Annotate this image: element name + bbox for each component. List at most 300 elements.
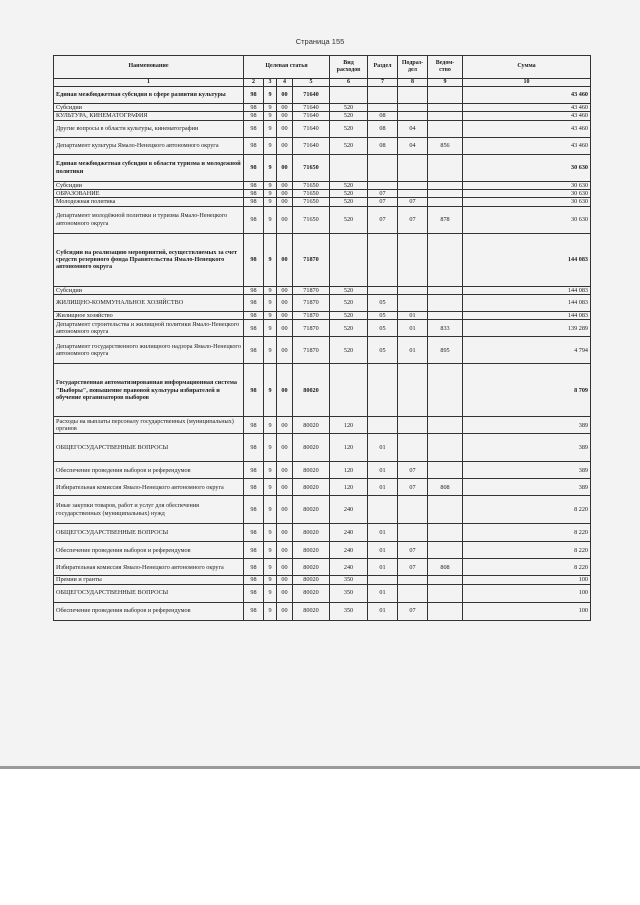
cell-name: Иные закупки товаров, работ и услуг для обеспечения государственных (муниципальных) нужд	[54, 496, 244, 524]
cell-section: 07	[368, 206, 398, 233]
cell-section: 07	[368, 190, 398, 198]
table-row	[54, 320, 591, 337]
cell-code-a: 98	[244, 320, 264, 337]
cell-code-a: 98	[244, 559, 264, 576]
cell-sum: 30 630	[463, 206, 591, 233]
cell-code-c: 00	[277, 120, 293, 137]
cell-code-c: 00	[277, 542, 293, 559]
cell-code-b: 9	[264, 112, 277, 120]
cell-code-b: 9	[264, 576, 277, 584]
table-row	[54, 434, 591, 462]
cell-name: Единая межбюджетная субсидия в сфере развития культуры	[54, 87, 244, 104]
cell-code-d: 71640	[293, 87, 330, 104]
cell-code-b: 9	[264, 524, 277, 542]
cell-code-b: 9	[264, 602, 277, 620]
cell-code-a: 98	[244, 434, 264, 462]
cell-section: 01	[368, 542, 398, 559]
header-subsection: Подраз-дел	[398, 56, 428, 79]
cell-code-b: 9	[264, 496, 277, 524]
cell-department	[428, 120, 463, 137]
cell-name: Государственная автоматизированная информационная система "Выборы", повышение правовой культуры избирателей и обучение организаторов выборов	[54, 364, 244, 417]
cell-code-b: 9	[264, 206, 277, 233]
cell-code-b: 9	[264, 559, 277, 576]
cell-code-c: 00	[277, 462, 293, 479]
cell-name: Избирательная комиссия Ямало-Ненецкого автономного округа	[54, 559, 244, 576]
cell-sum: 144 083	[463, 294, 591, 311]
cell-subsection	[398, 181, 428, 189]
cell-code-b: 9	[264, 154, 277, 181]
cell-sum: 389	[463, 434, 591, 462]
cell-code-a: 98	[244, 112, 264, 120]
cell-subsection	[398, 286, 428, 294]
cell-code-d: 80020	[293, 576, 330, 584]
cell-code-c: 00	[277, 364, 293, 417]
column-number-row	[54, 79, 591, 87]
cell-expense-type: 120	[330, 462, 368, 479]
page-edge-shadow	[0, 766, 640, 769]
cell-code-b: 9	[264, 584, 277, 602]
cell-department: 878	[428, 206, 463, 233]
cell-name: Молодежная политика	[54, 198, 244, 206]
cell-section	[368, 181, 398, 189]
cell-sum: 144 083	[463, 233, 591, 286]
cell-subsection	[398, 417, 428, 434]
col-num: 10	[463, 79, 591, 87]
cell-code-c: 00	[277, 337, 293, 364]
cell-expense-type: 520	[330, 206, 368, 233]
cell-code-c: 00	[277, 524, 293, 542]
cell-code-c: 00	[277, 198, 293, 206]
cell-sum: 43 460	[463, 104, 591, 112]
cell-section: 05	[368, 294, 398, 311]
cell-expense-type: 520	[330, 112, 368, 120]
cell-code-d: 71870	[293, 320, 330, 337]
cell-code-d: 80020	[293, 364, 330, 417]
cell-section: 01	[368, 462, 398, 479]
cell-sum: 100	[463, 576, 591, 584]
cell-expense-type: 120	[330, 434, 368, 462]
cell-code-d: 80020	[293, 584, 330, 602]
cell-department	[428, 233, 463, 286]
cell-sum: 389	[463, 479, 591, 496]
cell-expense-type: 520	[330, 320, 368, 337]
cell-department	[428, 198, 463, 206]
cell-code-a: 98	[244, 364, 264, 417]
cell-code-b: 9	[264, 311, 277, 319]
cell-name: Обеспечение проведения выборов и референдумов	[54, 542, 244, 559]
cell-subsection: 01	[398, 320, 428, 337]
cell-code-c: 00	[277, 181, 293, 189]
cell-sum: 100	[463, 602, 591, 620]
col-num: 7	[368, 79, 398, 87]
cell-code-d: 71870	[293, 294, 330, 311]
table-row	[54, 417, 591, 434]
cell-code-b: 9	[264, 364, 277, 417]
cell-section: 08	[368, 112, 398, 120]
cell-expense-type: 520	[330, 337, 368, 364]
cell-section: 08	[368, 120, 398, 137]
table-row	[54, 233, 591, 286]
cell-code-a: 98	[244, 294, 264, 311]
cell-code-a: 98	[244, 190, 264, 198]
cell-code-c: 00	[277, 479, 293, 496]
cell-code-a: 98	[244, 206, 264, 233]
cell-code-b: 9	[264, 320, 277, 337]
cell-name: Субсидии на реализацию мероприятий, осуществляемых за счет средств резервного фонда Правительства Ямало-Ненецкого автономного округа	[54, 233, 244, 286]
cell-code-b: 9	[264, 294, 277, 311]
cell-sum: 4 794	[463, 337, 591, 364]
cell-name: ОБЩЕГОСУДАРСТВЕННЫЕ ВОПРОСЫ	[54, 584, 244, 602]
cell-code-c: 00	[277, 584, 293, 602]
cell-sum: 43 460	[463, 137, 591, 154]
cell-department	[428, 286, 463, 294]
cell-department	[428, 181, 463, 189]
cell-subsection	[398, 154, 428, 181]
cell-section: 01	[368, 524, 398, 542]
cell-code-c: 00	[277, 206, 293, 233]
cell-code-a: 98	[244, 542, 264, 559]
cell-code-d: 71640	[293, 104, 330, 112]
cell-code-c: 00	[277, 233, 293, 286]
cell-code-a: 98	[244, 602, 264, 620]
cell-subsection: 07	[398, 198, 428, 206]
table-row	[54, 479, 591, 496]
cell-code-c: 00	[277, 112, 293, 120]
cell-department	[428, 584, 463, 602]
cell-section: 05	[368, 311, 398, 319]
table-row	[54, 542, 591, 559]
cell-expense-type: 520	[330, 198, 368, 206]
cell-sum: 389	[463, 462, 591, 479]
cell-code-a: 98	[244, 104, 264, 112]
cell-name: Субсидии	[54, 181, 244, 189]
cell-department	[428, 417, 463, 434]
cell-department: 808	[428, 559, 463, 576]
col-num: 2	[244, 79, 264, 87]
cell-sum: 144 083	[463, 311, 591, 319]
cell-sum: 30 630	[463, 190, 591, 198]
cell-subsection: 04	[398, 120, 428, 137]
cell-code-a: 98	[244, 87, 264, 104]
table-row	[54, 154, 591, 181]
cell-expense-type	[330, 233, 368, 286]
cell-code-d: 71640	[293, 112, 330, 120]
cell-code-b: 9	[264, 137, 277, 154]
cell-sum: 100	[463, 584, 591, 602]
header-sum: Сумма	[463, 56, 591, 79]
col-num: 6	[330, 79, 368, 87]
table-row	[54, 337, 591, 364]
cell-expense-type: 240	[330, 542, 368, 559]
cell-name: Департамент государственного жилищного надзора Ямало-Ненецкого автономного округа	[54, 337, 244, 364]
cell-section	[368, 154, 398, 181]
table-row	[54, 112, 591, 120]
cell-expense-type: 520	[330, 286, 368, 294]
cell-department: 856	[428, 137, 463, 154]
cell-code-c: 00	[277, 576, 293, 584]
cell-code-c: 00	[277, 87, 293, 104]
cell-subsection: 01	[398, 311, 428, 319]
table-row	[54, 104, 591, 112]
cell-department	[428, 294, 463, 311]
cell-name: Обеспечение проведения выборов и референдумов	[54, 602, 244, 620]
cell-code-d: 80020	[293, 479, 330, 496]
cell-subsection	[398, 87, 428, 104]
cell-code-c: 00	[277, 559, 293, 576]
page-number: Страница 155	[295, 37, 345, 46]
cell-code-d: 71870	[293, 337, 330, 364]
table-row	[54, 576, 591, 584]
cell-section	[368, 364, 398, 417]
cell-name: Премии и гранты	[54, 576, 244, 584]
cell-code-b: 9	[264, 337, 277, 364]
header-name: Наименование	[54, 56, 244, 79]
cell-section: 01	[368, 584, 398, 602]
cell-department	[428, 576, 463, 584]
table-row	[54, 294, 591, 311]
cell-expense-type: 120	[330, 479, 368, 496]
cell-subsection: 04	[398, 137, 428, 154]
cell-code-b: 9	[264, 286, 277, 294]
cell-expense-type: 520	[330, 137, 368, 154]
cell-sum: 43 460	[463, 112, 591, 120]
cell-section: 01	[368, 559, 398, 576]
cell-code-d: 80020	[293, 524, 330, 542]
table-row	[54, 181, 591, 189]
cell-expense-type: 520	[330, 311, 368, 319]
table-row	[54, 198, 591, 206]
cell-code-a: 98	[244, 524, 264, 542]
cell-name: Расходы на выплаты персоналу государственных (муниципальных) органов	[54, 417, 244, 434]
cell-code-b: 9	[264, 87, 277, 104]
cell-code-b: 9	[264, 198, 277, 206]
cell-code-b: 9	[264, 190, 277, 198]
cell-code-d: 71650	[293, 206, 330, 233]
cell-code-d: 80020	[293, 602, 330, 620]
cell-department: 808	[428, 479, 463, 496]
cell-sum: 8 220	[463, 496, 591, 524]
cell-name: Другие вопросы в области культуры, кинематографии	[54, 120, 244, 137]
cell-name: Обеспечение проведения выборов и референдумов	[54, 462, 244, 479]
cell-expense-type: 350	[330, 602, 368, 620]
cell-code-c: 00	[277, 286, 293, 294]
table-body	[54, 56, 591, 621]
cell-code-a: 98	[244, 584, 264, 602]
cell-code-b: 9	[264, 120, 277, 137]
cell-section: 01	[368, 602, 398, 620]
cell-code-d: 71870	[293, 233, 330, 286]
cell-expense-type: 240	[330, 524, 368, 542]
cell-sum: 8 220	[463, 559, 591, 576]
cell-code-b: 9	[264, 479, 277, 496]
cell-code-d: 80020	[293, 417, 330, 434]
table-row	[54, 87, 591, 104]
cell-code-a: 98	[244, 120, 264, 137]
cell-code-d: 80020	[293, 559, 330, 576]
cell-section	[368, 417, 398, 434]
cell-name: КУЛЬТУРА, КИНЕМАТОГРАФИЯ	[54, 112, 244, 120]
cell-subsection	[398, 294, 428, 311]
cell-name: Жилищное хозяйство	[54, 311, 244, 319]
cell-department	[428, 496, 463, 524]
table-row	[54, 462, 591, 479]
cell-name: Субсидии	[54, 104, 244, 112]
cell-name: Субсидии	[54, 286, 244, 294]
table-row	[54, 559, 591, 576]
cell-subsection	[398, 112, 428, 120]
cell-section: 05	[368, 337, 398, 364]
cell-code-c: 00	[277, 434, 293, 462]
cell-subsection	[398, 584, 428, 602]
cell-code-d: 80020	[293, 496, 330, 524]
cell-subsection	[398, 104, 428, 112]
cell-subsection	[398, 524, 428, 542]
cell-section: 01	[368, 434, 398, 462]
cell-code-d: 71650	[293, 181, 330, 189]
cell-code-a: 98	[244, 576, 264, 584]
cell-sum: 30 630	[463, 198, 591, 206]
cell-subsection	[398, 434, 428, 462]
cell-subsection: 07	[398, 206, 428, 233]
header-target-article: Целевая статья	[244, 56, 330, 79]
cell-code-b: 9	[264, 181, 277, 189]
cell-section: 08	[368, 137, 398, 154]
cell-code-d: 71870	[293, 286, 330, 294]
cell-subsection: 07	[398, 542, 428, 559]
cell-expense-type: 520	[330, 190, 368, 198]
cell-department: 895	[428, 337, 463, 364]
budget-table	[53, 55, 591, 621]
cell-expense-type: 350	[330, 576, 368, 584]
cell-name: Избирательная комиссия Ямало-Ненецкого автономного округа	[54, 479, 244, 496]
cell-section	[368, 286, 398, 294]
cell-code-a: 98	[244, 496, 264, 524]
cell-name: ОБЩЕГОСУДАРСТВЕННЫЕ ВОПРОСЫ	[54, 524, 244, 542]
cell-code-b: 9	[264, 233, 277, 286]
cell-code-a: 98	[244, 154, 264, 181]
cell-code-c: 00	[277, 137, 293, 154]
cell-code-d: 71640	[293, 120, 330, 137]
cell-code-c: 00	[277, 320, 293, 337]
cell-expense-type: 520	[330, 181, 368, 189]
table-row	[54, 364, 591, 417]
cell-code-a: 98	[244, 137, 264, 154]
cell-subsection: 07	[398, 602, 428, 620]
cell-department	[428, 462, 463, 479]
cell-subsection: 01	[398, 337, 428, 364]
cell-expense-type	[330, 87, 368, 104]
cell-code-d: 71650	[293, 198, 330, 206]
cell-expense-type: 520	[330, 120, 368, 137]
cell-section: 07	[368, 198, 398, 206]
cell-sum: 8 220	[463, 524, 591, 542]
table-row	[54, 602, 591, 620]
cell-code-c: 00	[277, 417, 293, 434]
cell-department	[428, 434, 463, 462]
cell-department	[428, 190, 463, 198]
cell-section: 05	[368, 320, 398, 337]
cell-code-d: 71640	[293, 137, 330, 154]
cell-sum: 144 083	[463, 286, 591, 294]
header-section: Раздел	[368, 56, 398, 79]
table-row	[54, 496, 591, 524]
cell-department	[428, 87, 463, 104]
cell-code-c: 00	[277, 602, 293, 620]
cell-code-b: 9	[264, 104, 277, 112]
cell-department	[428, 112, 463, 120]
cell-code-d: 80020	[293, 462, 330, 479]
cell-code-b: 9	[264, 434, 277, 462]
cell-code-d: 80020	[293, 434, 330, 462]
header-department: Ведом-ство	[428, 56, 463, 79]
cell-sum: 30 630	[463, 181, 591, 189]
cell-code-c: 00	[277, 190, 293, 198]
cell-code-c: 00	[277, 311, 293, 319]
col-num: 3	[264, 79, 277, 87]
cell-code-a: 98	[244, 417, 264, 434]
cell-name: Департамент культуры Ямало-Ненецкого автономного округа	[54, 137, 244, 154]
cell-code-a: 98	[244, 233, 264, 286]
cell-department	[428, 154, 463, 181]
cell-sum: 30 630	[463, 154, 591, 181]
cell-subsection	[398, 233, 428, 286]
cell-department	[428, 311, 463, 319]
cell-department	[428, 602, 463, 620]
cell-code-c: 00	[277, 294, 293, 311]
table-row	[54, 190, 591, 198]
cell-subsection	[398, 190, 428, 198]
col-num: 4	[277, 79, 293, 87]
table-row	[54, 524, 591, 542]
cell-code-c: 00	[277, 104, 293, 112]
cell-subsection	[398, 576, 428, 584]
cell-sum: 43 460	[463, 87, 591, 104]
cell-name: ОБРАЗОВАНИЕ	[54, 190, 244, 198]
cell-section	[368, 576, 398, 584]
cell-subsection: 07	[398, 479, 428, 496]
cell-expense-type: 240	[330, 496, 368, 524]
header-row	[54, 56, 591, 79]
cell-expense-type	[330, 154, 368, 181]
cell-expense-type: 240	[330, 559, 368, 576]
cell-expense-type: 520	[330, 104, 368, 112]
table-row	[54, 137, 591, 154]
cell-subsection: 07	[398, 462, 428, 479]
cell-department	[428, 364, 463, 417]
cell-subsection: 07	[398, 559, 428, 576]
cell-code-a: 98	[244, 462, 264, 479]
cell-section: 01	[368, 479, 398, 496]
cell-subsection	[398, 364, 428, 417]
cell-code-d: 71650	[293, 190, 330, 198]
cell-code-a: 98	[244, 181, 264, 189]
cell-section	[368, 233, 398, 286]
cell-name: Единая межбюджетная субсидия в области туризма и молодежной политики	[54, 154, 244, 181]
table-row	[54, 206, 591, 233]
cell-expense-type: 520	[330, 294, 368, 311]
cell-code-d: 71650	[293, 154, 330, 181]
table-row	[54, 311, 591, 319]
col-num: 5	[293, 79, 330, 87]
cell-section	[368, 87, 398, 104]
cell-code-a: 98	[244, 198, 264, 206]
cell-code-a: 98	[244, 311, 264, 319]
cell-code-d: 71870	[293, 311, 330, 319]
cell-name: ОБЩЕГОСУДАРСТВЕННЫЕ ВОПРОСЫ	[54, 434, 244, 462]
cell-code-a: 98	[244, 479, 264, 496]
cell-subsection	[398, 496, 428, 524]
cell-sum: 43 460	[463, 120, 591, 137]
